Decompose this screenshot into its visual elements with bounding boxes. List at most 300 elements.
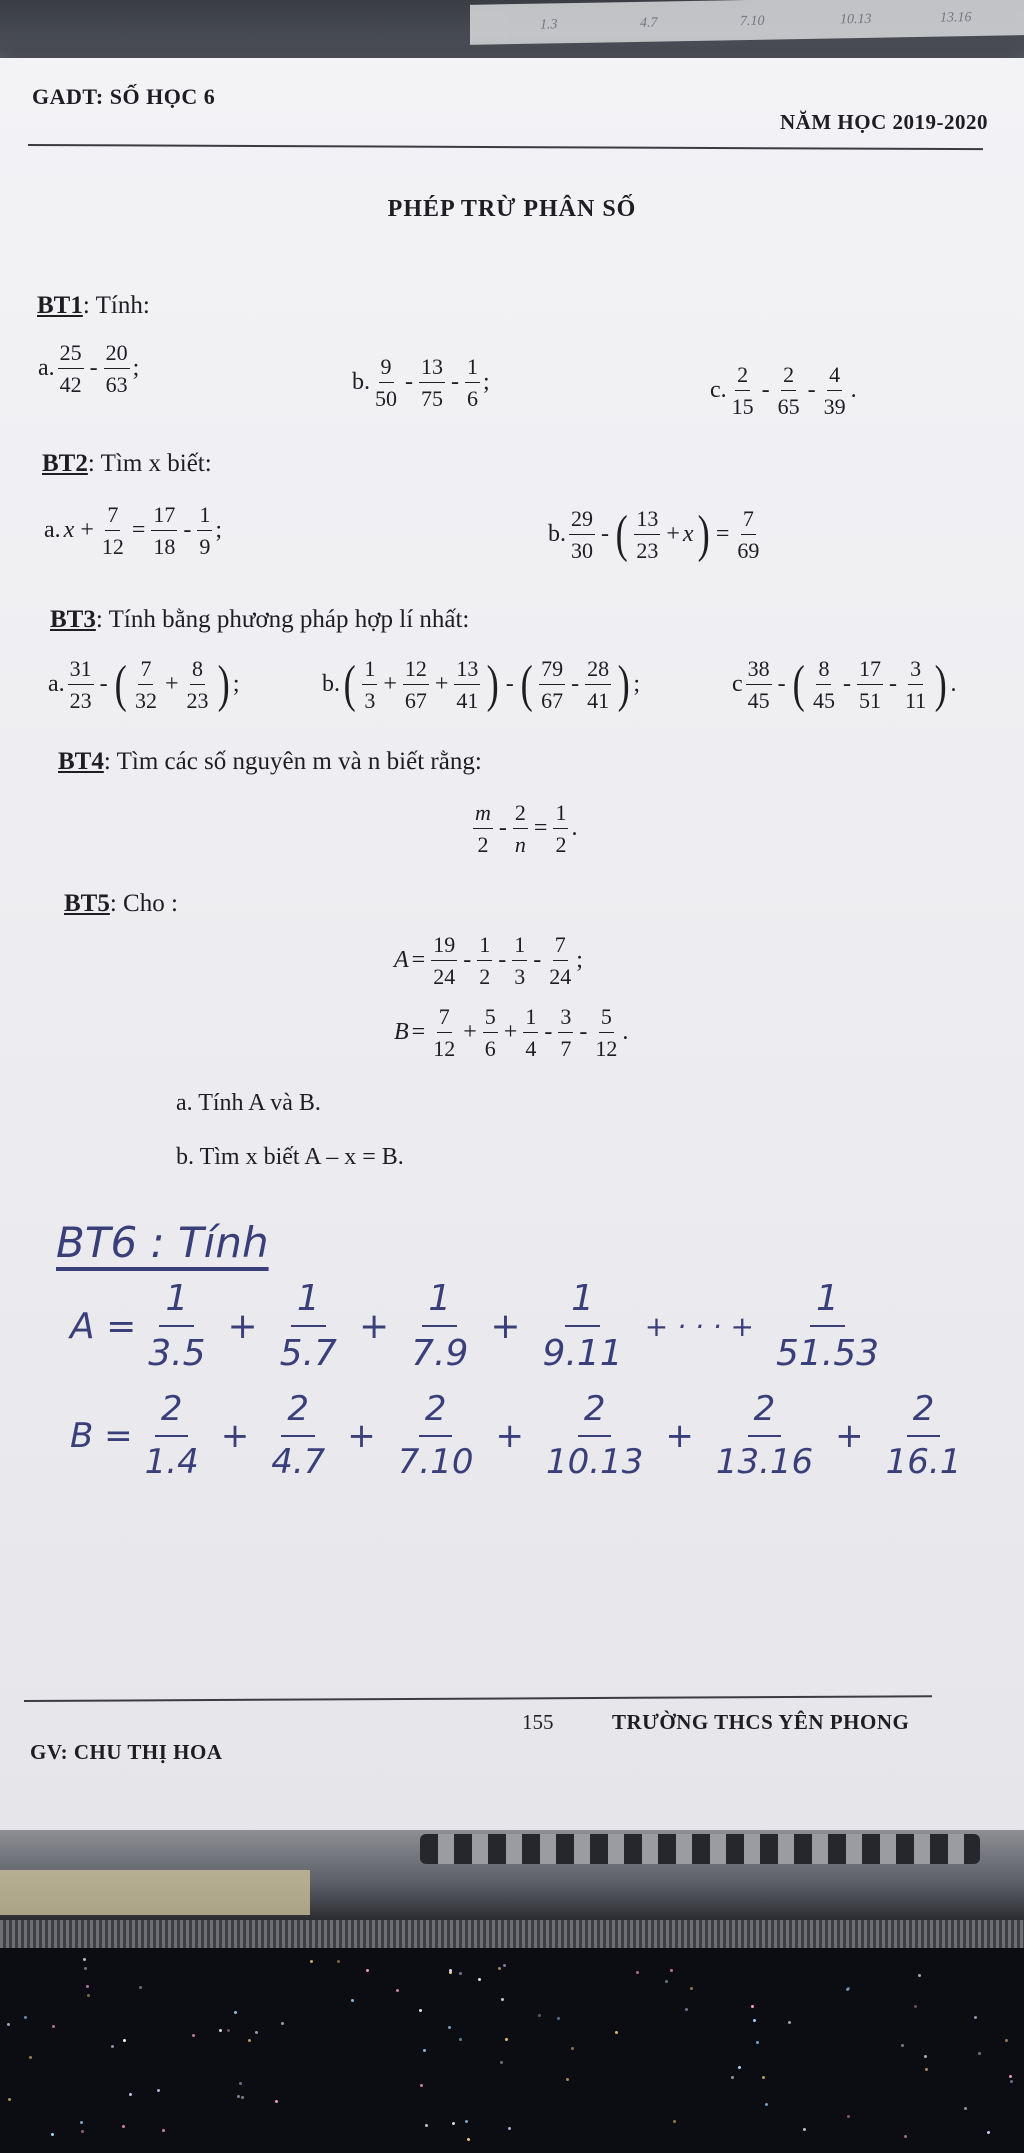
operator: =	[715, 521, 730, 548]
hand-fraction	[770, 1276, 885, 1376]
fraction	[822, 362, 848, 420]
bt4-label: BT4	[58, 748, 104, 775]
fraction	[431, 1004, 457, 1062]
numerator: 25	[58, 340, 84, 369]
fraction	[513, 800, 528, 858]
numerator: 2	[281, 1388, 315, 1437]
binder-tab	[0, 1870, 310, 1915]
operator: +	[503, 1019, 518, 1046]
sparkle-dot	[239, 2082, 242, 2085]
item-prefix: a.	[44, 517, 61, 544]
punct: ;	[576, 947, 583, 974]
sparkle-dot	[731, 2076, 734, 2079]
numerator: 13	[419, 354, 445, 383]
denominator: 10.13	[545, 1441, 644, 1482]
bt5-label: BT5	[64, 890, 110, 917]
bt3-b	[322, 656, 640, 714]
hand-fraction	[139, 1388, 205, 1483]
operator: =	[411, 947, 426, 974]
punct: .	[850, 377, 857, 404]
operator: +	[434, 671, 449, 698]
fraction	[539, 656, 565, 714]
denominator: 12	[595, 1036, 618, 1062]
sparkle-dot	[84, 1967, 87, 1970]
sparkle-dot	[974, 2016, 977, 2019]
sparkle-dot	[275, 2100, 278, 2103]
fraction	[197, 502, 212, 560]
operator: -	[761, 377, 770, 404]
sparkle-dot	[978, 2052, 981, 2055]
fraction	[100, 502, 126, 560]
operator: +	[835, 1415, 864, 1456]
fraction	[58, 340, 84, 398]
variable-x: x	[63, 517, 75, 544]
denominator: 4.7	[271, 1441, 326, 1482]
numerator: 5	[483, 1004, 498, 1033]
sparkle-dot	[129, 2093, 132, 2096]
sparkle-dot	[765, 2103, 768, 2106]
denominator: 24	[433, 964, 456, 990]
bt1-label: BT1	[37, 292, 83, 319]
sparkle-dot	[80, 2121, 83, 2124]
numerator: 28	[585, 656, 611, 685]
paren-close: )	[487, 655, 500, 713]
denominator: 2	[477, 832, 489, 858]
denominator: 41	[587, 688, 610, 714]
ellipsis: + · · · +	[644, 1309, 754, 1343]
denominator: n	[514, 832, 526, 858]
fraction	[746, 656, 772, 714]
fraction	[569, 506, 595, 564]
sparkle-dot	[281, 2022, 284, 2025]
bt1-b	[352, 354, 490, 412]
numerator: 4	[827, 362, 842, 391]
sparkle-dot	[615, 2031, 618, 2034]
operator: +	[164, 671, 179, 698]
header-school-year: NĂM HỌC 2019-2020	[780, 110, 988, 134]
numerator: 38	[746, 656, 772, 685]
bt6-A	[70, 1276, 891, 1376]
operator: -	[89, 355, 98, 382]
fraction	[735, 506, 761, 564]
bt2-label: BT2	[42, 450, 88, 477]
sparkle-dot	[83, 1958, 86, 1961]
numerator: 13	[634, 506, 660, 535]
paren-close: )	[217, 655, 230, 713]
hand-fraction	[392, 1388, 480, 1483]
numerator: 13	[454, 656, 480, 685]
operator: -	[451, 369, 459, 396]
sparkle-dot	[914, 2005, 917, 2008]
denominator: 41	[456, 688, 479, 714]
fraction	[133, 656, 159, 714]
fraction	[68, 656, 94, 714]
sparkle-dot	[449, 1969, 452, 1972]
bt5-item-b: b. Tìm x biết A – x = B.	[176, 1144, 404, 1170]
bt3-c	[732, 656, 957, 714]
operator: +	[383, 671, 397, 698]
peek-text: 1.3	[540, 17, 558, 33]
numerator: 1	[291, 1276, 326, 1327]
bt5-A	[394, 932, 583, 990]
sparkle-dot	[505, 2038, 508, 2041]
bt4-equation	[470, 800, 577, 858]
hand-fraction	[142, 1276, 211, 1376]
numerator: 12	[403, 656, 429, 685]
denominator: 39	[823, 394, 846, 420]
fraction	[811, 656, 837, 714]
bt4-heading	[58, 748, 482, 776]
sparkle-dot	[237, 2095, 240, 2098]
bt3-heading	[50, 606, 469, 634]
operator: -	[842, 671, 851, 698]
sparkle-dot	[685, 2008, 688, 2011]
numerator: 1	[465, 354, 480, 383]
operator: -	[405, 369, 413, 396]
denominator: 51	[858, 688, 881, 714]
fraction	[431, 932, 457, 990]
paren-open: (	[343, 655, 356, 713]
numerator: 7	[553, 932, 568, 961]
fraction	[593, 1004, 619, 1062]
sparkle-dot	[123, 2039, 126, 2042]
fraction	[553, 800, 568, 858]
sparkle-dot	[337, 1960, 340, 1963]
sparkle-dot	[751, 2005, 754, 2008]
paren-open: (	[615, 505, 628, 563]
sparkle-dot	[987, 2131, 990, 2134]
bt1-a	[38, 340, 139, 398]
operator: -	[777, 671, 786, 698]
item-prefix: a.	[38, 355, 55, 382]
denominator: 9	[199, 534, 211, 560]
numerator: 2	[735, 362, 750, 391]
sparkle-dot	[925, 2068, 928, 2071]
sparkle-dot	[157, 2089, 160, 2092]
sparkle-dot	[419, 2009, 422, 2012]
fraction	[903, 656, 928, 714]
hand-fraction	[405, 1276, 474, 1376]
operator: +	[220, 1415, 250, 1456]
numerator: 2	[155, 1388, 189, 1437]
sparkle-dot	[788, 2021, 791, 2024]
denominator: 11	[904, 688, 927, 714]
sparkle-dot	[673, 2120, 676, 2123]
item-prefix: b.	[548, 521, 566, 548]
denominator: 5.7	[279, 1333, 337, 1374]
fraction	[151, 502, 177, 560]
page-title: PHÉP TRỪ PHÂN SỐ	[387, 196, 637, 222]
bt5-B	[394, 1004, 628, 1062]
sparkle-dot	[24, 2016, 27, 2019]
denominator: 24	[549, 964, 572, 990]
sparkle-dot	[1010, 2080, 1013, 2083]
sparkle-dot	[1009, 2075, 1012, 2078]
handwritten-lhs: B =	[70, 1415, 133, 1456]
punct: ;	[232, 671, 240, 698]
sparkle-dot	[162, 2129, 165, 2132]
denominator: 23	[636, 538, 659, 564]
sparkle-dot	[86, 1985, 89, 1988]
operator: +	[227, 1305, 258, 1347]
item-prefix: b.	[352, 369, 370, 396]
sparkle-dot	[665, 1980, 668, 1983]
sparkle-dot	[636, 1971, 639, 1974]
numerator: 7	[741, 506, 756, 535]
sparkle-dot	[255, 2031, 258, 2034]
variable-A: A	[394, 947, 409, 974]
fraction	[419, 354, 445, 412]
binder-rings	[420, 1834, 980, 1864]
sparkle-dot	[111, 2045, 114, 2048]
numerator: 2	[907, 1388, 941, 1437]
operator: -	[579, 1019, 588, 1046]
numerator: 1	[810, 1276, 845, 1327]
numerator: 7	[437, 1004, 452, 1033]
denominator: 7	[560, 1036, 572, 1062]
punct: .	[622, 1019, 629, 1046]
operator: +	[463, 1019, 477, 1046]
denominator: 7.9	[411, 1333, 469, 1374]
denominator: 69	[737, 538, 760, 564]
numerator: 1	[512, 932, 527, 961]
paren-close: )	[697, 505, 710, 563]
sparkle-dot	[122, 2125, 125, 2128]
denominator: 45	[747, 688, 770, 714]
denominator: 50	[375, 386, 397, 412]
item-prefix: b.	[322, 671, 340, 698]
denominator: 6	[484, 1036, 496, 1062]
sparkle-dot	[538, 2014, 541, 2017]
sparkle-dot	[964, 2107, 967, 2110]
hand-fraction	[537, 1276, 629, 1376]
hand-fraction	[880, 1388, 968, 1483]
page-number: 155	[522, 1710, 554, 1734]
item-prefix: c	[732, 671, 743, 698]
denominator: 2	[555, 832, 567, 858]
denominator: 32	[134, 688, 157, 714]
bt2-text: : Tìm x biết:	[87, 450, 212, 477]
paren-close: )	[617, 655, 630, 713]
sparkle-dot	[420, 2084, 423, 2087]
punct: ;	[215, 517, 223, 544]
numerator: 2	[748, 1388, 782, 1437]
header-subject: GADT: SỐ HỌC 6	[32, 84, 216, 109]
fraction	[585, 656, 611, 714]
punct: ;	[132, 355, 140, 382]
sparkle-dot	[29, 2056, 32, 2059]
sparkle-dot	[803, 2128, 806, 2131]
sparkle-dot	[366, 1969, 369, 1972]
fraction	[104, 340, 130, 398]
sparkle-dot	[452, 2122, 455, 2125]
sparkle-dot	[459, 2038, 462, 2041]
sparkle-dot	[7, 2023, 10, 2026]
hand-fraction	[540, 1388, 649, 1483]
operator: +	[347, 1415, 376, 1456]
denominator: 12	[433, 1036, 456, 1062]
denominator: 75	[421, 386, 443, 412]
operator: -	[888, 671, 897, 698]
operator: =	[533, 815, 548, 842]
denominator: 9.11	[542, 1333, 623, 1374]
paren-open: (	[520, 655, 533, 713]
bt3-text: : Tính bằng phương pháp hợp lí nhất:	[95, 606, 470, 633]
sparkle-dot	[756, 2041, 759, 2044]
fraction	[473, 800, 493, 858]
sparkle-dot	[566, 2078, 569, 2081]
denominator: 6	[467, 386, 478, 412]
bt3-a	[48, 656, 240, 714]
fraction	[730, 362, 756, 420]
operator: +	[666, 521, 680, 548]
denominator: 2	[479, 964, 491, 990]
sparkle-dot	[501, 1998, 504, 2001]
sparkle-dot	[847, 2115, 850, 2118]
numerator: 1	[553, 800, 568, 829]
bt2-b	[548, 506, 764, 564]
footer-school: TRƯỜNG THCS YÊN PHONG	[612, 1710, 910, 1734]
denominator: 13.16	[715, 1441, 814, 1482]
denominator: 1.4	[144, 1441, 199, 1482]
bt3-label: BT3	[50, 606, 96, 633]
bt6-B	[70, 1388, 973, 1483]
punct: .	[950, 671, 957, 698]
sparkle-dot	[508, 2127, 511, 2130]
binder-edge	[0, 1830, 1024, 1920]
sparkle-dot	[738, 2066, 741, 2069]
sparkle-dot	[478, 1978, 481, 1981]
operator: =	[411, 1019, 426, 1046]
sparkle-dot	[234, 2011, 237, 2014]
numerator: 5	[599, 1004, 614, 1033]
fraction	[373, 354, 399, 412]
denominator: 51.53	[775, 1333, 879, 1374]
fraction	[776, 362, 802, 420]
bt2-heading	[42, 450, 212, 478]
sparkle-dot	[557, 2017, 560, 2020]
variable-B: B	[394, 1019, 409, 1046]
numerator: 79	[539, 656, 565, 685]
fraction	[512, 932, 527, 990]
fraction	[185, 656, 211, 714]
sparkle-dot	[924, 2055, 927, 2058]
paren-close: )	[934, 655, 947, 713]
bt5-heading	[64, 890, 178, 918]
numerator: 19	[431, 932, 457, 961]
operator: -	[183, 517, 192, 544]
sparkle-dot	[219, 2029, 222, 2032]
fraction	[558, 1004, 573, 1062]
numerator: 8	[816, 656, 831, 685]
numerator: 2	[419, 1388, 453, 1437]
sparkle-dot	[904, 2135, 907, 2138]
sparkle-dot	[8, 2098, 11, 2101]
hand-fraction	[274, 1276, 343, 1376]
bt1-heading	[37, 292, 150, 320]
handwritten-lhs: A =	[70, 1305, 137, 1347]
sparkle-dot	[901, 2044, 904, 2047]
underlying-page	[470, 0, 1024, 45]
bt1-c	[710, 362, 857, 420]
denominator: 16.1	[885, 1441, 962, 1482]
sparkle-dot	[51, 2133, 54, 2136]
fraction	[523, 1004, 538, 1062]
peek-text: 10.13	[840, 11, 872, 28]
sparkle-dot	[467, 2138, 470, 2141]
sparkle-dot	[241, 2096, 244, 2099]
sparkle-dot	[459, 1972, 462, 1975]
variable-x: x	[682, 521, 694, 548]
operator: -	[601, 521, 609, 548]
numerator: m	[473, 800, 493, 829]
denominator: 3	[514, 964, 526, 990]
numerator: 8	[190, 656, 205, 685]
bt6-heading: BT6 : Tính	[56, 1218, 269, 1267]
denominator: 4	[525, 1036, 537, 1062]
operator: -	[544, 1019, 553, 1046]
fabric-stripe	[0, 1920, 1024, 1948]
item-prefix: a.	[48, 671, 65, 698]
numerator: 9	[379, 354, 394, 383]
numerator: 29	[569, 506, 595, 535]
operator: +	[665, 1415, 694, 1456]
fraction	[403, 656, 429, 714]
sparkle-dot	[690, 1987, 693, 1990]
operator: +	[495, 1415, 524, 1456]
numerator: 3	[558, 1004, 573, 1033]
numerator: 1	[477, 932, 492, 961]
sparkle-dot	[192, 2034, 195, 2037]
bt1-text: : Tính:	[82, 292, 150, 319]
fraction	[465, 354, 480, 412]
denominator: 67	[541, 688, 564, 714]
footer-teacher: GV: CHU THỊ HOA	[30, 1740, 223, 1764]
numerator: 3	[908, 656, 923, 685]
sparkle-dot	[571, 2047, 574, 2050]
punct: .	[571, 815, 578, 842]
peek-text: 7.10	[740, 13, 765, 30]
operator: -	[99, 671, 108, 698]
denominator: 65	[777, 394, 800, 420]
numerator: 17	[857, 656, 883, 685]
operator: -	[533, 947, 542, 974]
fraction	[483, 1004, 498, 1062]
peek-text: 13.16	[940, 10, 972, 26]
numerator: 2	[781, 362, 796, 391]
operator: +	[490, 1305, 521, 1347]
sparkle-dot	[310, 1960, 313, 1963]
sparkle-dot	[670, 1969, 673, 1972]
sparkle-dot	[762, 2076, 765, 2079]
denominator: 23	[186, 688, 209, 714]
denominator: 7.10	[397, 1441, 474, 1482]
sparkle-dot	[503, 1964, 506, 1967]
fraction	[362, 656, 377, 714]
fraction	[477, 932, 492, 990]
numerator: 2	[578, 1388, 612, 1437]
numerator: 1	[197, 502, 212, 531]
fraction	[454, 656, 480, 714]
sparkle-dot	[351, 1999, 354, 2002]
sparkle-dot	[139, 1986, 142, 1989]
peek-text: 4.7	[640, 15, 658, 31]
operator: +	[80, 517, 94, 544]
bt2-a	[44, 502, 222, 560]
denominator: 42	[59, 372, 82, 398]
fraction	[547, 932, 573, 990]
denominator: 45	[812, 688, 835, 714]
